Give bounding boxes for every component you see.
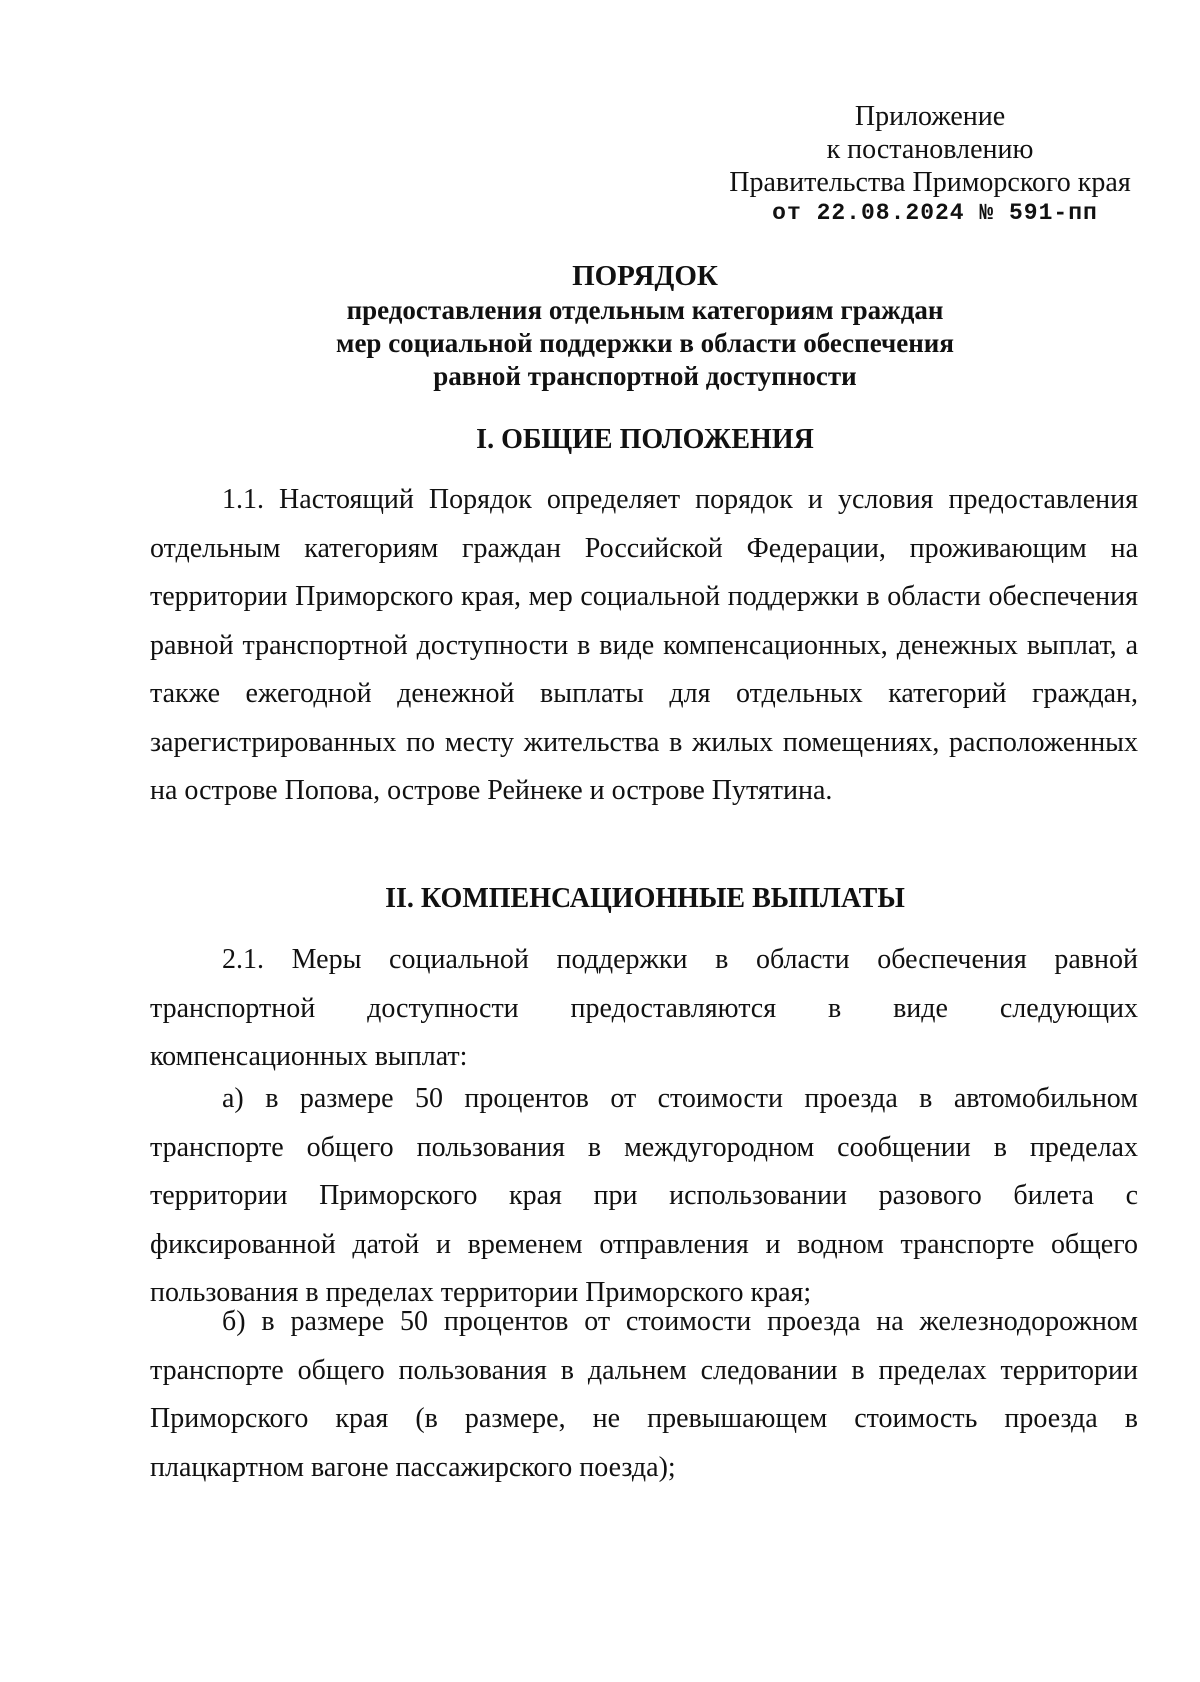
subtitle-line-3: равной транспортной доступности (433, 361, 857, 391)
appendix-date-number: от 22.08.2024 № 591-пп (772, 200, 1098, 226)
section-heading-compensation: II. КОМПЕНСАЦИОННЫЕ ВЫПЛАТЫ (385, 883, 905, 914)
section-heading-general: I. ОБЩИЕ ПОЛОЖЕНИЯ (476, 424, 814, 455)
document-title: ПОРЯДОК (572, 260, 718, 292)
subtitle-line-2: мер социальной поддержки в области обеспечения (336, 328, 954, 358)
appendix-block (720, 100, 1140, 227)
paragraph-1-1: 1.1. Настоящий Порядок определяет порядок и условия предоставления отдельным категориям граждан Российской Федерации, проживающим на территории Приморского края, мер социальной поддержки в области обеспечения равной транспортной доступности в виде компенсационных, денежных выплат, а также ежегодной денежной выплаты для отдельных категорий граждан, зарегистрированных по месту жительства в жилых помещениях, расположенных на острове Попова, острове Рейнеке и острове Путятина. (150, 484, 1138, 806)
appendix-ref: к постановлению (826, 134, 1034, 165)
subtitle-line-1: предоставления отдельным категориям граждан (346, 295, 944, 325)
appendix-label: Приложение (854, 101, 1006, 132)
appendix-authority: Правительства Приморского края (729, 167, 1131, 198)
paragraph-2-1-a: а) в размере 50 процентов от стоимости проезда в автомобильном транспорте общего пользования в междугородном сообщении в пределах территории Приморского края при использовании разового билета с фиксированной датой и временем отправления и водном транспорте общего пользования в пределах территории Приморского края; (150, 1083, 1138, 1308)
paragraph-2-1: 2.1. Меры социальной поддержки в области обеспечения равной транспортной доступности предоставляются в виде следующих компенсационных выплат: (150, 944, 1138, 1072)
document-subtitle (150, 294, 1140, 393)
paragraph-2-1-b: б) в размере 50 процентов от стоимости проезда на железнодорожном транспорте общего пользования в дальнем следовании в пределах территории Приморского края (в размере, не превышающем стоимость проезда в плацкартном вагоне пассажирского поезда); (150, 1306, 1138, 1483)
document-title-block (150, 258, 1140, 393)
